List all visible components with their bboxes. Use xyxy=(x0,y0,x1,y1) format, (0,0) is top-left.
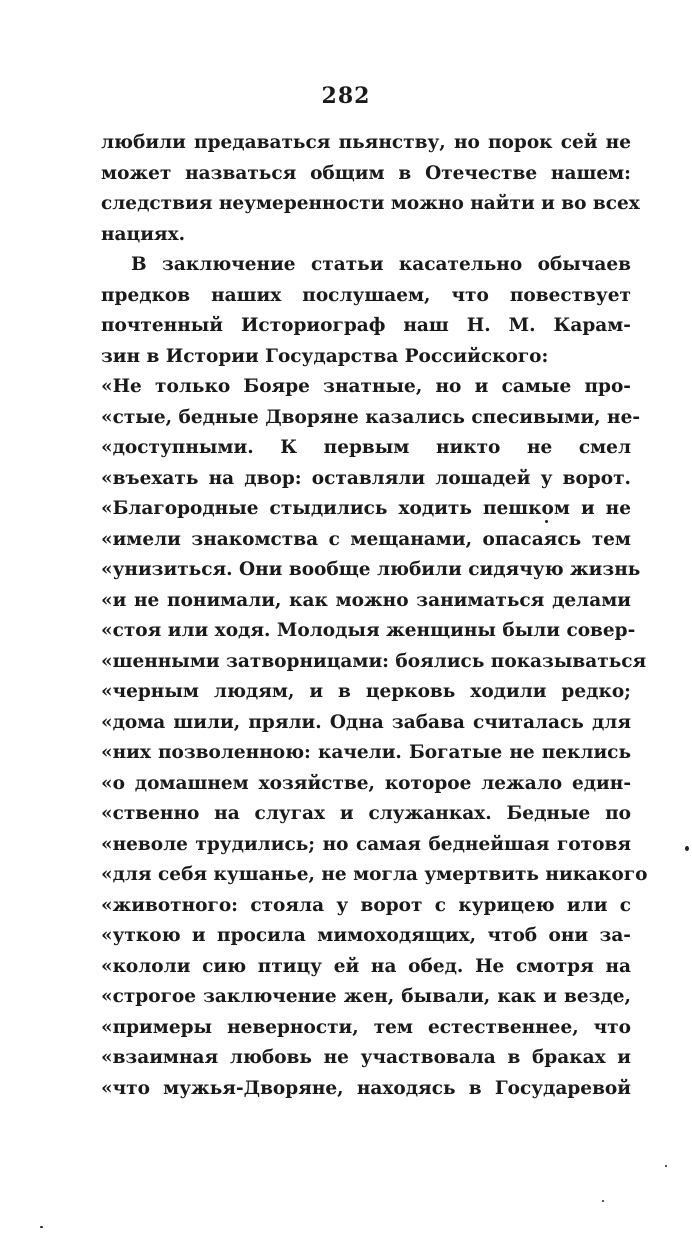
text-line: любили предаваться пьянству, но порок сей не xyxy=(101,132,631,153)
text-line: зин в Истории Государства Российского: xyxy=(101,345,549,367)
quote-line: «черным людям, и в церковь ходили редко; xyxy=(101,681,631,702)
quote-line: «унизиться. Они вообще любили сидячую жизнь xyxy=(101,559,641,580)
quote-line: «животного: стояла у ворот с курицею или с xyxy=(101,894,631,916)
text-line: почтенный Историограф наш Н. М. Карам- xyxy=(101,315,631,336)
quote-line: «въехать на двор: оставляли лошадей у ворот. xyxy=(101,467,631,489)
quote-line: «имели знакомства с мещанами, опасаясь тем xyxy=(101,528,631,550)
quote-line: «шенными затворницами: боялись показываться xyxy=(101,650,647,672)
scan-speck xyxy=(602,1200,604,1202)
quote-line: «ственно на слугах и служанках. Бедные по xyxy=(101,803,631,824)
quote-line: «доступными. К первым никто не смел xyxy=(101,437,631,458)
text-line: В заключение статьи касательно обычаев xyxy=(131,254,631,275)
quote-line: «для себя кушанье, не могла умертвить никакого xyxy=(101,864,648,885)
text-line: следствия неумеренности можно найти и во всех xyxy=(101,193,640,214)
page-number: 282 xyxy=(321,83,371,109)
quote-line: «стые, бедные Дворяне казались спесивыми, не- xyxy=(101,406,641,428)
quote-line: «стоя или ходя. Молодыя женщины были совер- xyxy=(101,620,636,641)
quote-line: «примеры неверности, тем естественнее, что xyxy=(101,1016,631,1038)
quote-line: «Благородные стыдились ходить пешком и не xyxy=(101,498,631,519)
quote-line: «них позволенною: качели. Богатые не пеклись xyxy=(101,742,631,763)
text-line: нациях. xyxy=(101,223,186,245)
scan-speck xyxy=(685,846,689,851)
quote-line: «что мужья-Дворяне, находясь в Государевой xyxy=(101,1077,631,1099)
quote-line: «кололи сию птицу ей на обед. Не смотря на xyxy=(101,955,631,977)
quote-line: «дома шили, пряли. Одна забава считалась для xyxy=(101,711,631,733)
quote-line: «и не понимали, как можно заниматься делами xyxy=(101,589,631,611)
quote-line: «уткою и просила мимоходящих, чтоб они за- xyxy=(101,925,631,946)
quote-line: «взаимная любовь не участвовала в браках и xyxy=(101,1047,631,1068)
text-line: предков наших послушаем, что повествует xyxy=(101,284,631,306)
quote-line: «о домашнем хозяйстве, которое лежало един- xyxy=(101,772,631,794)
body-text xyxy=(101,128,648,1104)
scan-speck xyxy=(40,1226,43,1228)
text-line: может назваться общим в Отечестве нашем: xyxy=(101,162,631,184)
scan-speck xyxy=(545,520,548,523)
quote-line: «строгое заключение жен, бывали, как и везде, xyxy=(101,986,631,1007)
quote-line: «Не только Бояре знатные, но и самые про- xyxy=(101,376,631,397)
quote-line: «неволе трудились; но самая беднейшая готовя xyxy=(101,833,631,855)
scan-speck xyxy=(665,1165,667,1167)
